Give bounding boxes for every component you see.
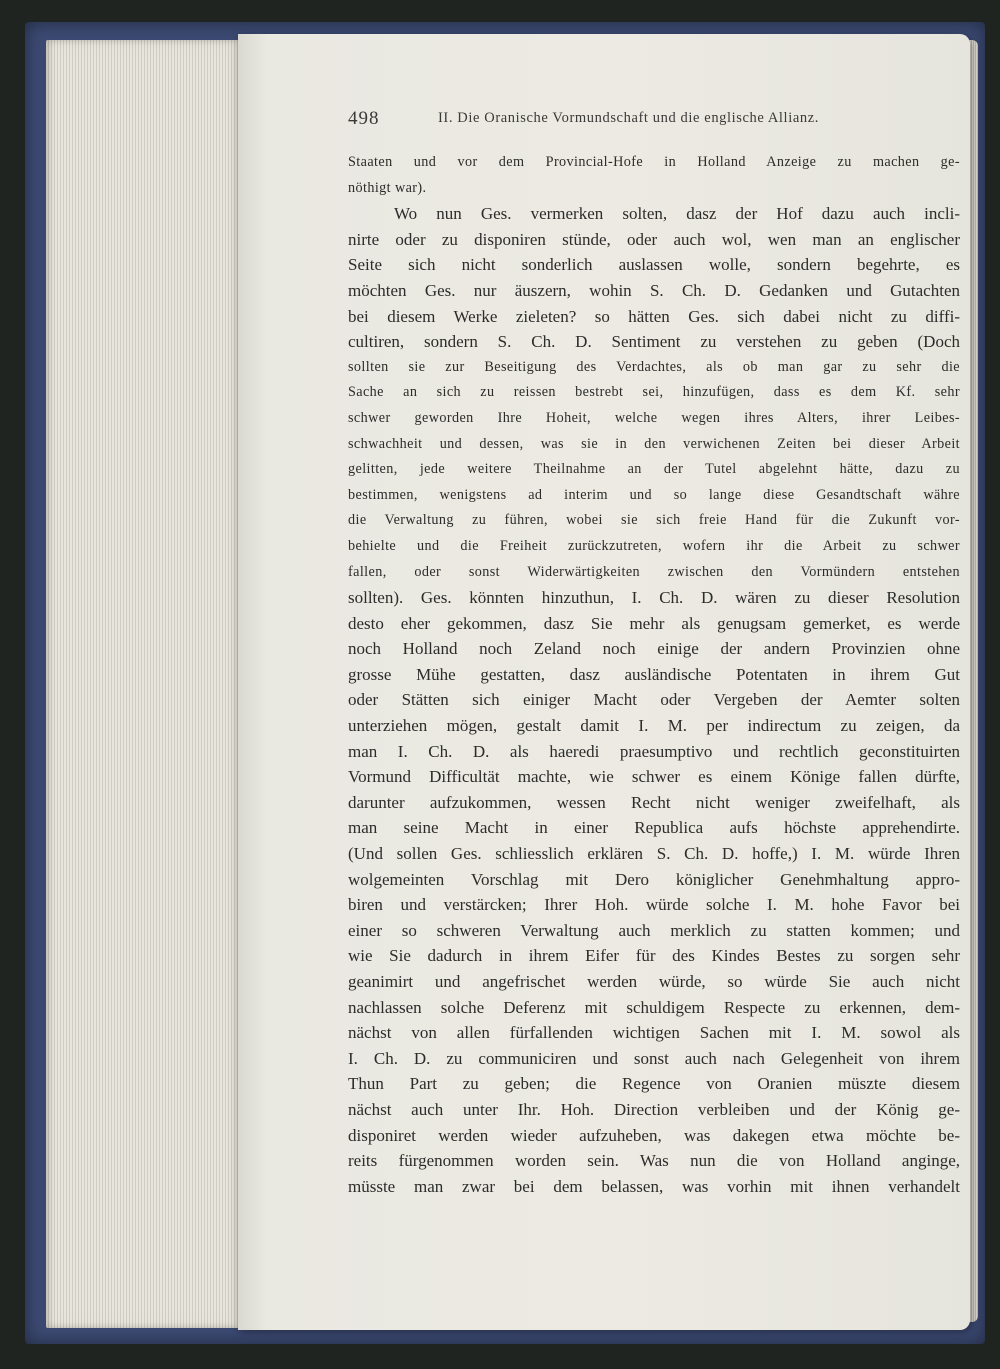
- text-line: nirte oder zu disponiren stünde, oder auch wol, wen man an englischer: [348, 229, 960, 249]
- text-line: Seite sich nicht sonderlich auslassen wolle, sondern begehrte, es: [348, 255, 960, 275]
- text-line: müsste man zwar bei dem belassen, was vorhin mit ihnen verhandelt: [348, 1176, 960, 1196]
- text-line: wolgemeinten Vorschlag mit Dero königlicher Genehmhaltung appro-: [348, 869, 960, 889]
- text-line: Staaten und vor dem Provincial-Hofe in Holland Anzeige zu machen ge-: [348, 154, 960, 170]
- body-text: [348, 150, 960, 1199]
- text-line: möchten Ges. nur äuszern, wohin S. Ch. D. Gedanken und Gutachten: [348, 280, 960, 300]
- text-line: sollten sie zur Beseitigung des Verdachtes, als ob man gar zu sehr die: [348, 358, 960, 375]
- text-line: nächst von allen fürfallenden wichtigen Sachen mit I. M. sowol als: [348, 1023, 960, 1043]
- text-line: nächst auch unter Ihr. Hoh. Direction verbleiben und der König ge-: [348, 1099, 960, 1119]
- running-head: II. Die Oranische Vormundschaft und die englische Allianz.: [438, 110, 819, 126]
- text-line: man I. Ch. D. als haeredi praesumptivo und rechtlich geconstituirten: [348, 741, 960, 761]
- text-line: sollten). Ges. könnten hinzuthun, I. Ch. D. wären zu dieser Resolution: [348, 588, 960, 608]
- text-line: bei diesem Werke zieleten? so hätten Ges. sich dabei nicht zu diffi-: [348, 306, 960, 326]
- text-line: man seine Macht in einer Republica aufs höchste apprehendirte.: [348, 818, 960, 838]
- text-line: reits fürgenommen worden sein. Was nun die von Holland anginge,: [348, 1151, 960, 1171]
- text-line: nöthigt war).: [348, 179, 427, 196]
- text-line: Vormund Difficultät machte, wie schwer es einem Könige fallen dürfte,: [348, 767, 960, 787]
- text-line: geanimirt und angefrischet werden würde, so würde Sie auch nicht: [348, 972, 960, 991]
- text-line: desto eher gekommen, dasz Sie mehr als genugsam gemerket, es werde: [348, 613, 960, 633]
- text-line: oder Stätten sich einiger Macht oder Vergeben der Aemter solten: [348, 690, 960, 710]
- text-line: die Verwaltung zu führen, wobei sie sich freie Hand für die Zukunft vor-: [348, 512, 960, 529]
- text-line: nachlassen solche Deferenz mit schuldigem Respecte zu erkennen, dem-: [348, 997, 960, 1017]
- text-line: Sache an sich zu reissen bestrebt sei, hinzufügen, dass es dem Kf. sehr: [348, 384, 960, 401]
- text-line: Thun Part zu geben; die Regence von Oranien müszte diesem: [348, 1074, 960, 1094]
- text-line: Wo nun Ges. vermerken solten, dasz der Hof dazu auch incli-: [394, 204, 960, 224]
- page-number: 498: [348, 108, 380, 129]
- text-line: (Und sollen Ges. schliesslich erklären S. Ch. D. hoffe,) I. M. würde Ihren: [348, 844, 960, 864]
- text-line: unterziehen mögen, gestalt damit I. M. per indirectum zu zeigen, da: [348, 716, 960, 736]
- text-line: noch Holland noch Zeland noch einige der andern Provinzien ohne: [348, 639, 960, 659]
- text-line: bestimmen, wenigstens ad interim und so lange diese Gesandtschaft währe: [348, 486, 960, 503]
- text-line: disponiret werden wieder aufzuheben, was dakegen etwa möchte be-: [348, 1125, 960, 1145]
- text-line: biren und verstärcken; Ihrer Hoh. würde solche I. M. hohe Favor bei: [348, 895, 960, 915]
- text-line: schwachheit und dessen, was sie in den verwichenen Zeiten bei dieser Arbeit: [348, 435, 960, 452]
- text-line: gelitten, jede weitere Theilnahme an der Tutel abgelehnt hätte, dazu zu: [348, 461, 960, 478]
- text-line: fallen, oder sonst Widerwärtigkeiten zwischen den Vormündern entstehen: [348, 563, 960, 580]
- text-line: einer so schweren Verwaltung auch merklich zu statten kommen; und: [348, 920, 960, 940]
- text-line: behielte und die Freiheit zurückzutreten, wofern ihr die Arbeit zu schwer: [348, 537, 960, 554]
- text-line: schwer geworden Ihre Hoheit, welche wegen ihres Alters, ihrer Leibes-: [348, 409, 960, 426]
- text-line: wie Sie dadurch in ihrem Eifer für des Kindes Bestes zu sorgen sehr: [348, 946, 960, 966]
- text-line: grosse Mühe gestatten, dasz ausländische Potentaten in ihrem Gut: [348, 664, 960, 684]
- page-edges: [46, 40, 242, 1328]
- page-header: [348, 108, 928, 132]
- text-line: cultiren, sondern S. Ch. D. Sentiment zu verstehen zu geben (Doch: [348, 332, 960, 352]
- text-line: darunter aufzukommen, wessen Recht nicht weniger zweifelhaft, als: [348, 792, 960, 812]
- text-line: I. Ch. D. zu communiciren und sonst auch nach Gelegenheit von ihrem: [348, 1048, 960, 1068]
